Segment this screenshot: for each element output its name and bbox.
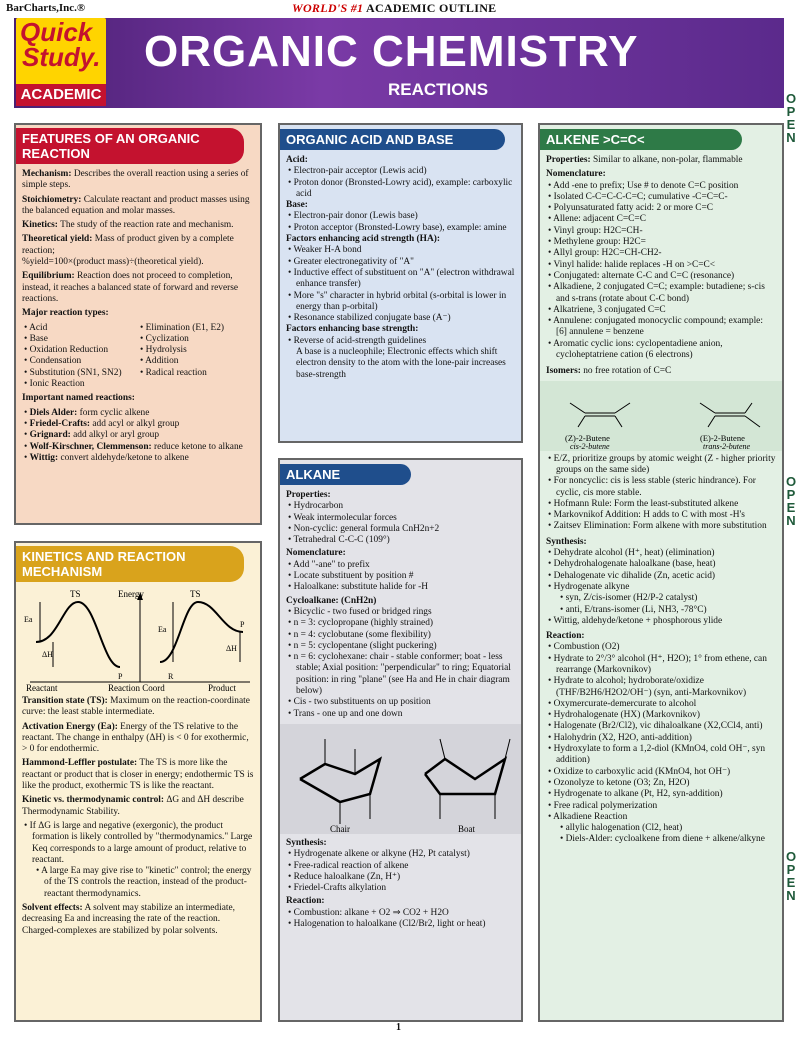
title-banner	[14, 18, 784, 108]
alkane-heading: ALKANE	[278, 464, 411, 485]
open-tab-top: OPEN	[785, 91, 797, 145]
svg-text:Ea: Ea	[24, 615, 33, 624]
svg-text:ΔH: ΔH	[42, 650, 53, 659]
page-subtitle: REACTIONS	[388, 80, 489, 99]
svg-text:TS: TS	[70, 589, 81, 599]
slogan: WORLD'S #1 ACADEMIC OUTLINE	[292, 1, 497, 15]
publisher-name: BarCharts,Inc.®	[6, 2, 86, 14]
svg-text:P: P	[118, 672, 123, 681]
page-number: 1	[396, 1022, 401, 1033]
alkene-panel: ALKENE >C=C< Properties: Similar to alkane, non-polar, flammable Nomenclature: • Add -ene to prefix; Use # to denote C=C position • Isolated C-C=C-C-C=C; cumulative -C=C=C- • Polyunsaturated fatty acid: 2 or more C=C • Allene: adjacent C=C=C • Vinyl group: H2C=CH- • Methylene group: H2C= • Allyl group: H2C=CH-CH2- • Vinyl halide: halide replaces -H on >C=C< • Conjugated: alternate C-C and C=C (resonance) • Alkadiene, 2 conjugated C=C; example: butadiene; s-cis and s-trans (rotate about C-C bond) • Alkatriene, 3 conjugated C=C • Annulene: conjugated monocyclic compound; example: [6] annulene = benzene • Aromatic cyclic ions: cyclopentadiene anion, cycloheptatriene cation (6 electrons) Isomers: no free rotation of C=C (Z)-2-Butene cis-2-butene (E)-2-Butene trans-2-butene • E/Z, prioritize groups by atomic weight (Z - higher priority groups on the same side) • For noncyclic: cis is less stable (steric hindrance). For cyclic, cis more stable. • Hofmann Rule: Form the least-substituted alkene • Markovnikof Addition: H adds to C with most -H's • Zaitsev Elimination: Form alkene with more substitution Synthesis: • Dehydrate alcohol (H⁺, heat) (elimination) • Dehydrohalogenate haloalkane (base, heat) • Dehalogenate vic dihalide (Zn, acetic acid) • Hydrogenate alkyne • syn, Z/cis-isomer (H2/P-2 catalyst) • anti, E/trans-isomer (Li, NH3, -78°C) • Wittig, aldehyde/ketone + phosphorous ylide Reaction: • Combustion (O2) • Hydrate to 2°/3° alcohol (H⁺, H2O); 1° from ethene, can rearrange (Markovnikov) • Hydrate to alcohol; hydroborate/oxidize (THF/B2H6/H2O2/OH⁻) (syn, anti-Markovnikov) • Oxymercurate-demercurate to alcohol • Hydrohalogenate (HX) (Markovnikov) • Halogenate (Br2/Cl2), vic dihaloalkane (X2,CCl4, anti) • Halohydrin (X2, H2O, anti-addition) • Hydroxylate to form a 1,2-diol (KMnO4, cold OH⁻, syn addition) • Oxidize to carboxylic acid (KMnO4, hot OH⁻) • Ozonolyze to ketone (O3; Zn, H2O) • Hydrogenate to alkane (Pt, H2, syn-addition) • Free radical polymerization • Alkadiene Reaction • allylic halogenation (Cl2, heat) • Diels-Alder: cycloalkene from diene + alkene/alkyne	[538, 123, 784, 1022]
top-strip	[0, 0, 800, 18]
acid-base-heading: ORGANIC ACID AND BASE	[278, 129, 505, 150]
svg-text:Energy: Energy	[118, 589, 144, 599]
cyclohexane-diagram	[280, 724, 521, 834]
open-tab-bottom: OPEN	[785, 849, 797, 903]
features-heading: FEATURES OF AN ORGANIC REACTION	[14, 128, 244, 164]
svg-text:P: P	[240, 620, 245, 629]
svg-text:Ea: Ea	[158, 625, 167, 634]
acid-base-panel: ORGANIC ACID AND BASE Acid: • Electron-pair acceptor (Lewis acid) • Proton donor (Bronsted-Lowry acid), example: carboxylic acid Base: • Electron-pair donor (Lewis base) • Proton acceptor (Bronsted-Lowry base), example: amine Factors enhancing acid strength (HA): • Weaker H-A bond • Greater electronegativity of "A" • Inductive effect of substituent on "A" (electron withdrawal enhance transfer) • More "s" character in hybrid orbital (s-orbital is lower in energy than p-orbital) • Resonance stabilized conjugate base (A⁻) Factors enhancing base strength: • Reverse of acid-strength guidelines A base is a nucleophile; Electronic effects which shift electron density to the atom with the lone-pair increases base-strength	[278, 123, 523, 443]
reaction-types: • Acid • Base • Oxidation Reduction • Condensation • Substitution (SN1, SN2) • Ionic Reaction • Elimination (E1, E2) • Cyclization • Hydrolysis • Addition • Radical reaction	[22, 323, 254, 391]
open-tab-mid: OPEN	[785, 474, 797, 528]
named-reactions: • Diels Alder: form cyclic alkene • Friedel-Crafts: add acyl or alkyl group • Grignard: add alkyl or aryl group • Wolf-Kirschner, Clemmenson: reduce ketone to alkane • Wittig: convert aldehyde/ketone to alkene	[22, 408, 254, 464]
svg-text:Product: Product	[208, 683, 236, 692]
svg-text:R: R	[168, 672, 174, 681]
alkene-heading: ALKENE >C=C<	[538, 129, 742, 150]
svg-text:(E)-2-Butene: (E)-2-Butene	[700, 432, 745, 443]
svg-text:cis-2-butene: cis-2-butene	[570, 441, 610, 451]
svg-text:Boat: Boat	[458, 823, 475, 834]
butene-isomers	[540, 381, 782, 451]
kinetics-heading: KINETICS AND REACTION MECHANISM	[14, 546, 244, 582]
svg-text:trans-2-butene: trans-2-butene	[703, 441, 751, 451]
alkane-panel: ALKANE Properties: • Hydrocarbon • Weak intermolecular forces • Non-cyclic: general formula CnH2n+2 • Tetrahedral C-C-C (109°) Nomenclature: • Add "-ane" to prefix • Locate substituent by position # • Haloalkane: substitute halide for -H Cycloalkane: (CnH2n) • Bicyclic - two fused or bridged rings • n = 3: cyclopropane (highly strained) • n = 4: cyclobutane (some flexibility) • n = 5: cyclopentane (slight puckering) • n = 6: cyclohexane: chair - stable conformer; boat - less stable; Axial position: "perpendicular" to ring; Equatorial position: in ring "plane" (see Ha and He in chair diagram below) • Cis - two substituents on up position • Trans - one up and one down Chair Boat Synthesis: • Hydrogenate alkene or alkyne (H2, Pt catalyst) • Free-radical reaction of alkene • Reduce haloalkane (Zn, H⁺) • Friedel-Crafts alkylation Reaction: • Combustion: alkane + O2 ⇒ CO2 + H2O • Halogenation to haloalkane (Cl2/Br2, light or heat)	[278, 458, 523, 1022]
svg-text:(Z)-2-Butene: (Z)-2-Butene	[565, 432, 610, 443]
svg-text:Reaction Coord: Reaction Coord	[108, 683, 165, 692]
kinetics-panel: KINETICS AND REACTION MECHANISM TS TS Energy Ea Ea ΔH ΔH P R P Reactant Reaction Coord Product Transition state (TS): Maximum on the reaction-coordinate curve: the least stable intermediate. Activation Energy (Ea): Energy of the TS relative to the reactant. The change in enthalpy (ΔH) is < 0 for exothermic, > 0 for endothermic. Hammond-Leffler postulate: The TS is more like the reactant or product that is closer in energy; endothermic TS is like the product, exothermic TS is like the reactant. Kinetic vs. thermodynamic control: ΔG and ΔH describe Thermodynamic Stability. • If ΔG is large and negative (exergonic), the product formation is likely controlled by "thermodynamics." Large Keq corresponds to a large amount of product, relative to reactant. • A large Ea may give rise to "kinetic" control; the energy of the TS controls the reaction, instead of the product-reactant thermodynamics. Solvent effects: A solvent may stabilize an intermediate, decreasing Ea and increasing the rate of the reaction. Charged-complexes are stabilized by polar solvents.	[14, 541, 262, 1022]
svg-text:Chair: Chair	[330, 823, 350, 834]
svg-text:ΔH: ΔH	[226, 644, 237, 653]
page-title: ORGANIC CHEMISTRY	[144, 27, 639, 76]
svg-text:Reactant: Reactant	[26, 683, 58, 692]
features-panel: FEATURES OF AN ORGANIC REACTION Mechanism: Describes the overall reaction using a series of simple steps. Stoichiometry: Calculate reactant and product masses using the balanced equation and molar masses. Kinetics: The study of the reaction rate and mechanism. Theoretical yield: Mass of product given by a complete reaction; %yield=100×(product mass)÷(theoretical yield). Equilibrium: Reaction does not proceed to completion, instead, it reaches a balanced state of forward and reverse reactions. Major reaction types: • Acid • Base • Oxidation Reduction • Condensation • Substitution (SN1, SN2) • Ionic Reaction • Elimination (E1, E2) • Cyclization • Hydrolysis • Addition • Radical reaction Important named reactions: • Diels Alder: form cyclic alkene • Friedel-Crafts: add acyl or alkyl group • Grignard: add alkyl or aryl group • Wolf-Kirschner, Clemmenson: reduce ketone to alkane • Wittig: convert aldehyde/ketone to alkene	[14, 123, 262, 525]
quickstudy-logo: Quick Study. ACADEMIC	[16, 18, 106, 106]
svg-text:TS: TS	[190, 589, 201, 599]
energy-diagram	[18, 587, 262, 692]
